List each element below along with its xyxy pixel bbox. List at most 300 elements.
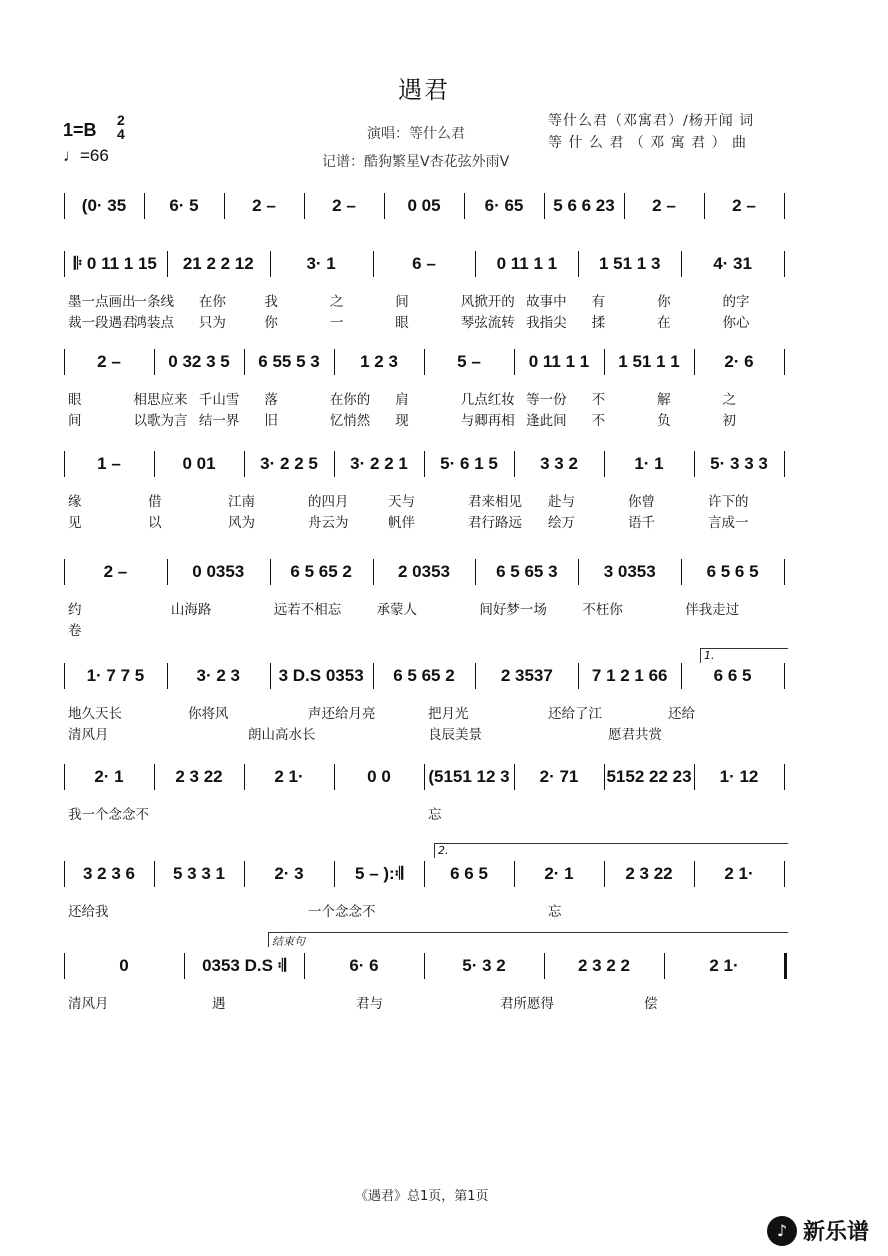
measure [516, 443, 602, 483]
measure [477, 551, 576, 591]
measure-notes: 5· 6 1 5 [440, 454, 498, 473]
lyric-word: 一条线 [133, 294, 174, 310]
lyric-word: 天与 [388, 494, 415, 510]
score-system [0, 551, 888, 651]
ending-phrase-bracket: 结束句 [268, 932, 788, 947]
measure-notes: 1 2 3 [360, 352, 398, 371]
measure-notes: 7 1 2 1 66 [591, 666, 668, 685]
bar-line [373, 251, 374, 277]
measure-notes: 1 – [97, 454, 121, 473]
measure [156, 853, 242, 893]
measure-notes: 2 1· [724, 864, 754, 883]
measure [272, 655, 371, 695]
lyric-word: 约 [68, 602, 82, 618]
bar-line [681, 663, 682, 689]
measure-notes: 21 2 2 12 [182, 254, 254, 273]
time-signature [117, 113, 125, 141]
bar-line [304, 193, 305, 219]
measure [169, 243, 268, 283]
score-system [0, 341, 888, 441]
measure [546, 185, 622, 225]
bar-line [694, 451, 695, 477]
bar-line [424, 764, 425, 790]
measure-row [0, 443, 888, 483]
measure [477, 655, 576, 695]
bar-line [624, 193, 625, 219]
time-sig-top: 2 [117, 112, 125, 128]
bar-line [64, 953, 65, 979]
measure-notes: 1 51 1 1 [618, 352, 680, 371]
measure-notes: 0 32 3 5 [168, 352, 230, 371]
bar-line [681, 251, 682, 277]
measure-row [0, 243, 888, 283]
measure [66, 551, 165, 591]
measure [66, 853, 152, 893]
bar-line [144, 193, 145, 219]
lyric-word: 忘 [428, 807, 442, 823]
measure-notes: (0· 35 [81, 196, 127, 215]
measure-notes: 3 3 2 [540, 454, 578, 473]
measure-notes: 3· 2 2 5 [260, 454, 318, 473]
measure-notes: 2 – [103, 562, 128, 581]
measure-row [0, 756, 888, 796]
bar-line [578, 663, 579, 689]
bar-line [334, 764, 335, 790]
measure-notes: 3 2 3 6 [83, 864, 135, 883]
measure [606, 853, 692, 893]
measure-row [0, 341, 888, 381]
measure [146, 185, 222, 225]
lyric-word: 间好梦一场 [479, 602, 547, 618]
measure-notes: 0 05 [407, 196, 441, 215]
lyric-word: 你心 [722, 315, 750, 331]
bar-line [784, 953, 787, 979]
lyric-word: 山海路 [170, 602, 212, 618]
lyric-word: 在你 [198, 294, 226, 310]
bar-line [167, 663, 168, 689]
singer-credit: 演唱：等什么君 [367, 126, 465, 142]
bar-line [334, 861, 335, 887]
measure-notes: 5 – [457, 352, 481, 371]
lyric-word: 风为 [228, 515, 255, 531]
measure-notes: 2 – [252, 196, 276, 215]
measure-notes: 2· 3 [274, 864, 304, 883]
bar-line [604, 861, 605, 887]
measure-notes: 3· 1 [306, 254, 336, 273]
lyric-line [0, 900, 888, 920]
bar-line [475, 559, 476, 585]
measure [375, 243, 474, 283]
volta-second-ending: 2. [434, 843, 788, 858]
lyric-word: 故事中 [526, 294, 567, 310]
bar-line [784, 861, 785, 887]
measure [426, 756, 512, 796]
lyric-word: 把月光 [428, 706, 469, 722]
bar-line [334, 349, 335, 375]
lyric-word: 清风月 [68, 727, 109, 743]
measure [336, 853, 422, 893]
score-system [0, 443, 888, 543]
lyric-word: 还给我 [68, 904, 109, 920]
lyric-word: 愿君共赏 [608, 727, 662, 743]
measure [186, 945, 302, 985]
lyric-line [0, 992, 888, 1012]
lyric-line [0, 723, 888, 743]
lyric-word: 结一界 [198, 413, 240, 429]
measure-notes: 6 5 6 5 [706, 562, 759, 581]
lyric-word: 裁一段遇君 [68, 315, 136, 331]
measure [477, 243, 576, 283]
bar-line [694, 861, 695, 887]
bar-line [604, 349, 605, 375]
measure-notes: 6 – [412, 254, 436, 273]
measure-notes: 0 [119, 956, 129, 975]
site-logo [767, 1215, 869, 1246]
measure-notes: 6· 6 [349, 956, 379, 975]
lyric-word: 以歌为言 [133, 413, 188, 429]
lyric-word: 良辰美景 [428, 727, 482, 743]
lyric-word: 清风月 [68, 996, 109, 1012]
bar-line [514, 861, 515, 887]
page-info: 《遇君》总1页，第1页 [355, 1189, 489, 1204]
measure [426, 945, 542, 985]
bar-line [664, 953, 665, 979]
bar-line [154, 349, 155, 375]
lyric-word: 不 [591, 392, 606, 408]
measure-notes: 3 0353 [603, 562, 656, 581]
measure [156, 443, 242, 483]
measure-notes: 2· 6 [724, 352, 754, 371]
lyricist-credit: 等什么君（邓寓君）/杨开闻 词 [548, 113, 755, 129]
measure-notes: 2 – [97, 352, 121, 371]
lyric-word: 琴弦流转 [460, 315, 515, 331]
measure [246, 443, 332, 483]
music-disc-icon: ♪ [767, 1216, 797, 1246]
bar-line [784, 251, 785, 277]
measure [156, 756, 242, 796]
measure [156, 341, 242, 381]
measure [546, 945, 662, 985]
lyric-word: 相思应来 [133, 392, 188, 408]
measure-row [0, 945, 888, 985]
measure [696, 853, 782, 893]
lyric-word: 你将风 [188, 706, 229, 722]
bar-line [694, 764, 695, 790]
lyric-word: 你曾 [628, 494, 655, 510]
lyric-word: 一个念念不 [308, 904, 376, 920]
lyric-word: 君行路远 [468, 515, 522, 531]
bar-line [244, 451, 245, 477]
measure-notes: 2 1· [274, 767, 304, 786]
lyric-word: 落 [264, 392, 278, 408]
bar-line [154, 451, 155, 477]
measure [336, 756, 422, 796]
measure-notes: 2 0353 [397, 562, 450, 581]
bar-line [514, 764, 515, 790]
bar-line [64, 764, 65, 790]
measure [169, 655, 268, 695]
lyric-word: 不枉你 [582, 602, 623, 618]
measure [580, 551, 679, 591]
lyric-word: 几点红妆 [460, 392, 515, 408]
lyric-word: 千山雪 [198, 392, 240, 408]
measure-notes: 6 55 5 3 [258, 352, 320, 371]
lyric-word: 鸿装点 [133, 315, 174, 331]
lyric-word: 忘 [548, 904, 562, 920]
lyric-line [0, 619, 888, 639]
lyric-word: 帆伴 [388, 515, 415, 531]
measure [375, 551, 474, 591]
bar-line [64, 861, 65, 887]
measure-notes: 4· 31 [713, 254, 752, 273]
bar-line [334, 451, 335, 477]
time-sig-bottom: 4 [117, 126, 125, 142]
measure-notes: 3· 2 3 [196, 666, 240, 685]
lyric-line [0, 511, 888, 531]
bar-line [373, 559, 374, 585]
measure [246, 853, 332, 893]
measure-notes: 1· 1 [634, 454, 664, 473]
bar-line [694, 349, 695, 375]
measure [306, 945, 422, 985]
measure-row [0, 551, 888, 591]
measure-notes: 6 5 65 3 [496, 562, 558, 581]
bar-line [424, 451, 425, 477]
lyric-line [0, 290, 888, 310]
lyric-word: 君与 [356, 996, 383, 1012]
measure [696, 443, 782, 483]
score-system [0, 756, 888, 856]
lyric-word: 有 [591, 294, 606, 310]
lyric-word: 许下的 [708, 494, 749, 510]
measure [66, 945, 182, 985]
lyric-word: 缘 [68, 494, 82, 510]
measure-notes: 6· 5 [169, 196, 199, 215]
measure [66, 185, 142, 225]
bar-line [184, 953, 185, 979]
lyric-word: 远若不相忘 [273, 602, 342, 618]
lyric-word: 初 [722, 413, 737, 429]
bar-line [64, 193, 65, 219]
measure-notes: 5 6 6 23 [553, 196, 615, 215]
bar-line [578, 251, 579, 277]
lyric-word: 负 [657, 413, 671, 429]
measure [516, 853, 602, 893]
measure-notes: 5 3 3 1 [173, 864, 225, 883]
bar-line [514, 451, 515, 477]
lyric-word: 卷 [68, 623, 82, 639]
score-system [0, 655, 888, 755]
measure-notes: 0353 D.S 𝄇 [202, 956, 286, 975]
lyric-word: 在你的 [329, 392, 371, 408]
lyric-word: 还给了江 [548, 706, 602, 722]
measure [66, 655, 165, 695]
bar-line [544, 953, 545, 979]
lyric-word: 忆悄然 [329, 413, 371, 429]
transcriber-credit: 记谱：酷狗繁星V杏花弦外雨V [322, 154, 510, 170]
lyric-word: 还给 [668, 706, 695, 722]
bar-line [704, 193, 705, 219]
measure [580, 243, 679, 283]
measure [516, 756, 602, 796]
bar-line [475, 663, 476, 689]
lyric-word: 你 [264, 315, 278, 331]
measure-notes: 1 51 1 3 [598, 254, 661, 273]
lyric-word: 君来相见 [468, 494, 522, 510]
measure [426, 853, 512, 893]
lyric-word: 借 [148, 494, 162, 510]
measure-notes: 2 – [332, 196, 356, 215]
measure-notes: 1· 7 7 5 [86, 666, 145, 685]
lyric-line [0, 702, 888, 722]
lyric-word: 之 [722, 392, 737, 408]
measure [626, 185, 702, 225]
lyric-word: 不 [591, 413, 606, 429]
measure-notes: 2· 71 [539, 767, 579, 786]
measure [246, 341, 332, 381]
lyric-word: 间 [395, 294, 409, 310]
measure [66, 443, 152, 483]
bar-line [604, 764, 605, 790]
measure [336, 341, 422, 381]
bar-line [244, 861, 245, 887]
measure-notes: (5151 12 3 [428, 767, 510, 786]
lyric-word: 舟云为 [308, 515, 349, 531]
volta-first-ending: 1. [700, 648, 788, 663]
bar-line [514, 349, 515, 375]
measure [466, 185, 542, 225]
measure [696, 756, 782, 796]
lyric-word: 只为 [198, 315, 226, 331]
measure [426, 341, 512, 381]
lyric-word: 的字 [722, 294, 750, 310]
lyric-word: 承蒙人 [376, 602, 418, 618]
measure [516, 341, 602, 381]
lyric-word: 旧 [264, 413, 278, 429]
lyric-word: 风掀开的 [460, 294, 515, 310]
measure-notes: 3· 2 2 1 [350, 454, 408, 473]
bar-line [270, 251, 271, 277]
lyric-word: 等一份 [526, 392, 567, 408]
lyric-word: 以 [148, 515, 162, 531]
lyric-word: 声还给月亮 [308, 706, 376, 722]
lyric-word: 墨一点画出 [68, 294, 136, 310]
lyric-word: 偿 [644, 996, 658, 1012]
measure [606, 341, 692, 381]
song-title: 遇君 [398, 76, 450, 104]
bar-line [544, 193, 545, 219]
bar-line [604, 451, 605, 477]
measure [426, 443, 512, 483]
lyric-word: 眼 [68, 392, 82, 408]
lyric-line [0, 311, 888, 331]
bar-line [424, 349, 425, 375]
measure [606, 443, 692, 483]
bar-line [64, 663, 65, 689]
bar-line [167, 251, 168, 277]
bar-line [154, 861, 155, 887]
measure-notes: 0 11 1 1 [496, 254, 558, 273]
measure-notes: 2 – [652, 196, 676, 215]
lyric-word: 见 [68, 515, 82, 531]
measure [66, 341, 152, 381]
key-signature: 1=B [63, 120, 97, 140]
measure-notes: 6· 65 [484, 196, 524, 215]
lyric-word: 的四月 [308, 494, 349, 510]
bar-line [784, 559, 785, 585]
measure [683, 551, 782, 591]
measure-notes: 2 3 22 [175, 767, 223, 786]
bar-line [64, 251, 65, 277]
lyric-word: 伴我走过 [685, 602, 740, 618]
lyric-word: 肩 [395, 392, 409, 408]
measure-notes: 0 0353 [192, 562, 245, 581]
lyric-word: 君所愿得 [500, 996, 554, 1012]
measure [386, 185, 462, 225]
measure [580, 655, 679, 695]
measure-notes: 6 6 5 [713, 666, 752, 685]
lyric-word: 江南 [228, 494, 255, 510]
measure-notes: 6 5 65 2 [290, 562, 352, 581]
lyric-word: 解 [657, 392, 671, 408]
measure-notes: 5 – ):𝄇 [355, 864, 403, 883]
lyric-line [0, 803, 888, 823]
measure [272, 551, 371, 591]
bar-line [384, 193, 385, 219]
bar-line [784, 764, 785, 790]
lyric-line [0, 490, 888, 510]
bar-line [784, 451, 785, 477]
measure [66, 243, 165, 283]
lyric-word: 朗山高水长 [248, 727, 316, 743]
measure-notes: 0 11 1 1 [528, 352, 590, 371]
lyric-word: 我一个念念不 [68, 807, 149, 823]
measure [696, 341, 782, 381]
bar-line [304, 953, 305, 979]
lyric-word: 你 [657, 294, 671, 310]
lyric-word: 赴与 [548, 494, 575, 510]
bar-line [424, 861, 425, 887]
measure-notes: 2 3 22 [625, 864, 673, 883]
measure [375, 655, 474, 695]
lyric-word: 揉 [591, 315, 606, 331]
lyric-word: 言成一 [708, 515, 749, 531]
measure-notes: 2· 1 [544, 864, 574, 883]
lyric-word: 语千 [628, 515, 655, 531]
measure-notes: 2 3537 [500, 666, 553, 685]
measure [169, 551, 268, 591]
bar-line [784, 193, 785, 219]
tempo-marking: ♩=66 [63, 146, 109, 165]
lyric-word: 眼 [395, 315, 409, 331]
bar-line [578, 559, 579, 585]
measure [306, 185, 382, 225]
measure [683, 243, 782, 283]
measure-notes: 2· 1 [94, 767, 124, 786]
bar-line [224, 193, 225, 219]
lyric-word: 绘万 [548, 515, 575, 531]
score-system [0, 243, 888, 343]
bar-line [681, 559, 682, 585]
measure-row [0, 853, 888, 893]
lyric-line [0, 598, 888, 618]
measure-notes: 5· 3 2 [462, 956, 506, 975]
lyric-word: 遇 [212, 996, 226, 1012]
measure-notes: 6 6 5 [450, 864, 488, 883]
measure-notes: 3 D.S 0353 [278, 666, 364, 685]
lyric-word: 地久天长 [68, 706, 122, 722]
measure [336, 443, 422, 483]
